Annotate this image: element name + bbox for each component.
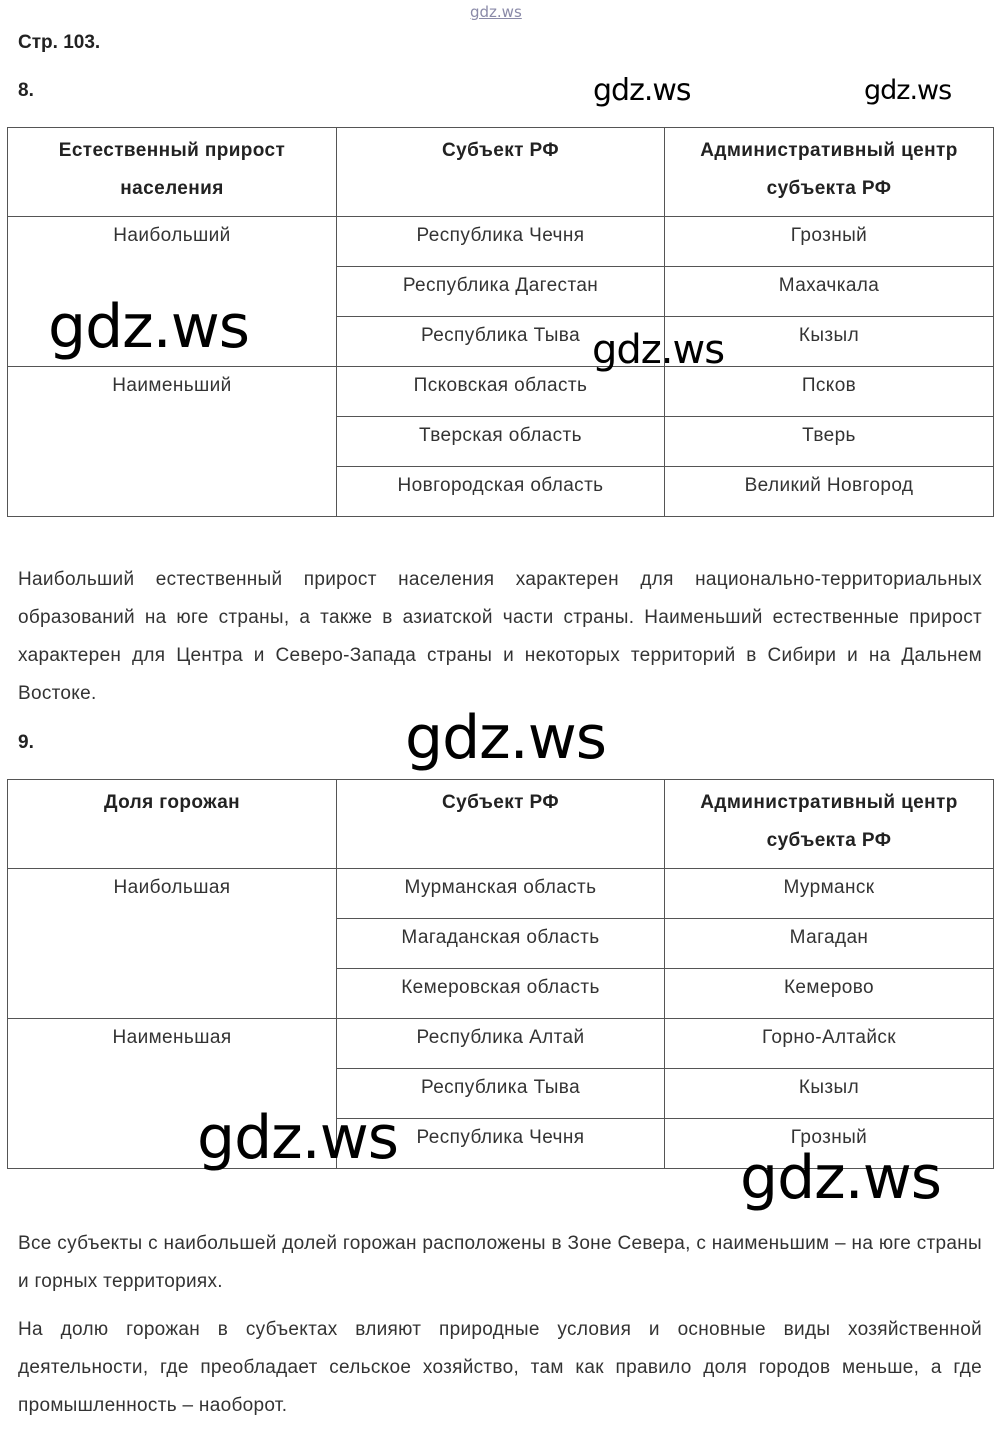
center-cell: [665, 217, 994, 267]
table-row: [8, 217, 994, 267]
subject-cell: [337, 919, 665, 969]
table-row: [8, 869, 994, 919]
page-reference: Стр. 103.: [18, 32, 101, 53]
task-9-conclusion-2: На долю горожан в субъектах влияют природные условия и основные виды хозяйственной деятельности, где преобладает сельское хозяйство, там как правило доля городов меньше, а где промышленность – наоборот.: [18, 1319, 982, 1416]
table-header-row: [8, 780, 994, 869]
subject-name: Республика Тыва: [420, 1077, 581, 1098]
task-9-conclusion-1: Все субъекты с наибольшей долей горожан расположены в Зоне Севера, с наименьшим – на юге страны и горных территориях.: [18, 1233, 982, 1292]
column-header: [8, 128, 337, 217]
group-label: Наибольший: [113, 225, 231, 246]
center-name: Грозный: [790, 225, 868, 246]
watermark: gdz.ws: [592, 327, 725, 373]
center-name: Кызыл: [798, 1077, 860, 1098]
subject-name: Мурманская область: [404, 877, 597, 898]
task-8-number: 8.: [18, 80, 34, 101]
column-header-text: Административный центр субъекта РФ: [700, 792, 958, 851]
column-header-text: Субъект РФ: [442, 792, 559, 813]
watermark: gdz.ws: [740, 1143, 942, 1213]
task-8-conclusion: Наибольший естественный прирост населения характерен для национально-территориальных образований на юге страны, а также в азиатской части страны. Наименьший естественные прирост характерен для Центра и Северо-Запада страны и некоторых территорий в Сибири и на Дальнем Востоке.: [18, 569, 982, 704]
subject-cell: [337, 217, 665, 267]
column-header: [337, 128, 665, 217]
group-label-cell: [8, 367, 337, 517]
center-name: Кызыл: [798, 325, 860, 346]
table-header-row: [8, 128, 994, 217]
center-name: Магадан: [789, 927, 869, 948]
subject-cell: [337, 1019, 665, 1069]
column-header: [665, 780, 994, 869]
column-header: [665, 128, 994, 217]
task-9-table: [7, 779, 994, 1169]
center-cell: [665, 267, 994, 317]
watermark-top[interactable]: gdz.ws: [470, 3, 522, 21]
subject-name: Республика Дагестан: [402, 275, 599, 296]
subject-name: Новгородская область: [397, 475, 604, 496]
center-name: Махачкала: [778, 275, 880, 296]
watermark: gdz.ws: [48, 292, 250, 362]
watermark: gdz.ws: [593, 73, 691, 108]
column-header-text: Естественный прирост населения: [58, 140, 286, 199]
center-cell: [665, 1069, 994, 1119]
center-cell: [665, 367, 994, 417]
group-label: Наибольшая: [113, 877, 231, 898]
center-cell: [665, 417, 994, 467]
center-name: Грозный: [790, 1127, 868, 1148]
subject-cell: [337, 267, 665, 317]
watermark: gdz.ws: [405, 703, 607, 773]
subject-name: Магаданская область: [401, 927, 600, 948]
column-header: [337, 780, 665, 869]
watermark: gdz.ws: [864, 75, 952, 106]
subject-name: Псковская область: [413, 375, 588, 396]
center-cell: [665, 467, 994, 517]
subject-name: Республика Тыва: [420, 325, 581, 346]
subject-name: Республика Чечня: [416, 1127, 585, 1148]
subject-cell: [337, 869, 665, 919]
subject-name: Республика Алтай: [416, 1027, 585, 1048]
watermark: gdz.ws: [197, 1103, 399, 1173]
center-cell: [665, 869, 994, 919]
group-label-cell: [8, 869, 337, 1019]
column-header: [8, 780, 337, 869]
group-label: Наименьшая: [112, 1027, 232, 1048]
center-cell: [665, 1019, 994, 1069]
center-cell: [665, 969, 994, 1019]
column-header-text: Субъект РФ: [442, 140, 559, 161]
subject-cell: [337, 467, 665, 517]
subject-name: Республика Чечня: [416, 225, 585, 246]
table-row: [8, 367, 994, 417]
center-name: Псков: [801, 375, 857, 396]
subject-cell: [337, 969, 665, 1019]
column-header-text: Административный центр субъекта РФ: [700, 140, 958, 199]
center-name: Горно-Алтайск: [762, 1027, 896, 1048]
center-cell: [665, 919, 994, 969]
center-name: Кемерово: [783, 977, 875, 998]
task-9-number: 9.: [18, 732, 34, 753]
subject-name: Кемеровская область: [401, 977, 600, 998]
center-name: Мурманск: [783, 877, 875, 898]
subject-cell: [337, 417, 665, 467]
table-row: [8, 1019, 994, 1069]
subject-name: Тверская область: [419, 425, 582, 446]
center-name: Великий Новгород: [744, 475, 914, 496]
center-name: Тверь: [802, 425, 856, 446]
column-header-text: Доля горожан: [103, 792, 241, 813]
group-label: Наименьший: [112, 375, 232, 396]
subject-cell: [337, 367, 665, 417]
